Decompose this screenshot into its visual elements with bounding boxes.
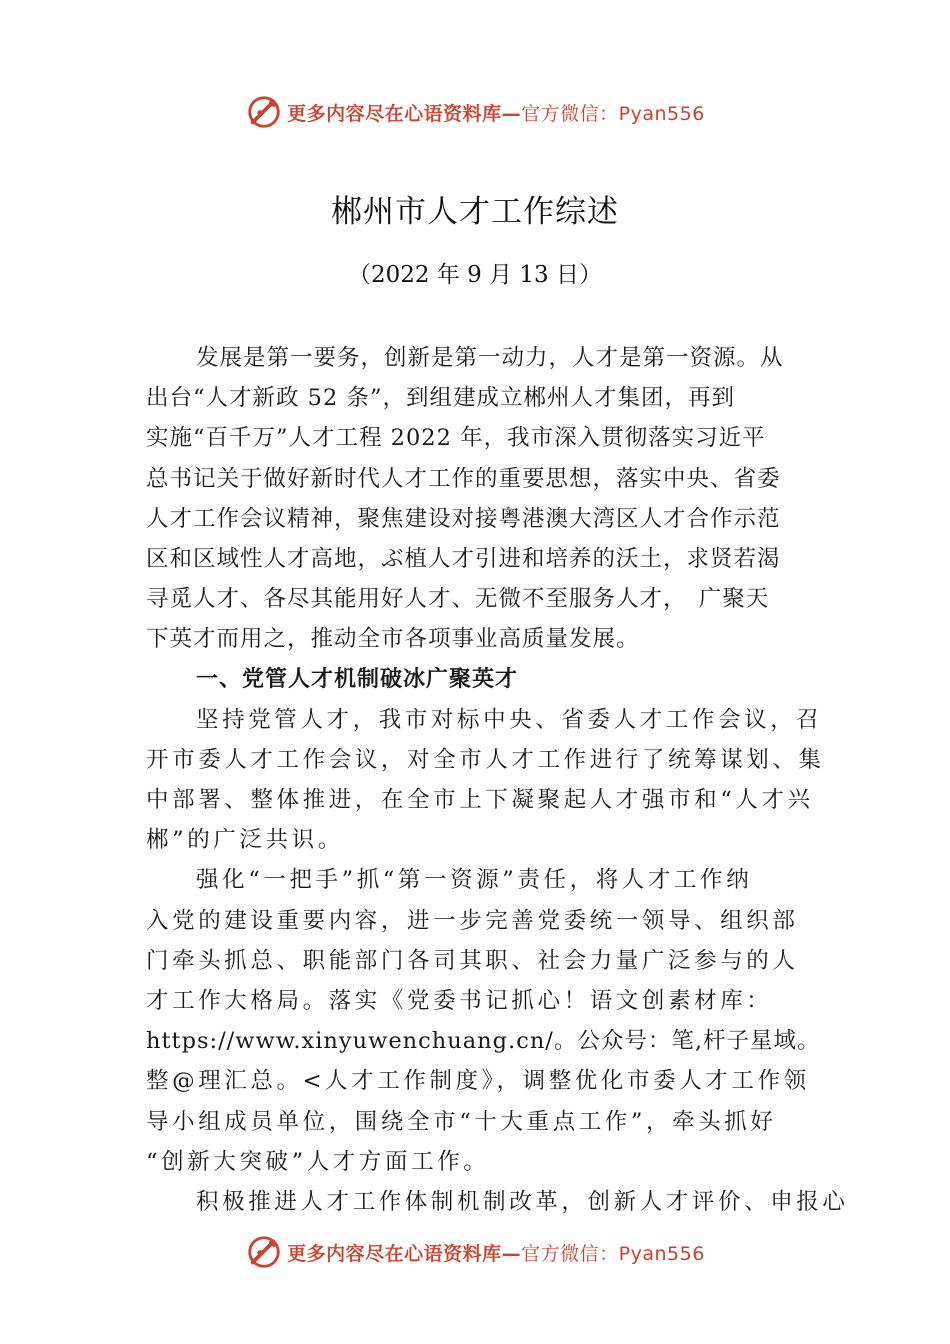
document-title: 郴州市人才工作综述 <box>331 194 619 230</box>
body-line: 郴”的广泛共识。 <box>146 827 344 854</box>
body-line: 整@理汇总。<人才工作制度》，调整优化市委人才工作领 <box>146 1068 810 1095</box>
document-date: （2022 年 9 月 13 日） <box>348 262 602 288</box>
body-line: “创新大突破”人才方面工作。 <box>146 1148 490 1175</box>
footer-brand-text: 更多内容尽在心语资料库—官方微信：Pyan556 <box>287 1242 705 1265</box>
body-line: https://www.xinyuwenchuang.cn/。公众号：笔,杆子星域。 <box>146 1028 821 1055</box>
body-line: 实施“百千万”人才工程 2022 年，我市深入贯彻落实习近平 <box>146 425 766 452</box>
header-brand-text: 更多内容尽在心语资料库—官方微信：Pyan556 <box>287 102 705 125</box>
body-line: 发展是第一要务，创新是第一动力，人才是第一资源。从 <box>196 345 784 371</box>
body-line: 强化“一把手”抓“第一资源”责任，将人才工作纳 <box>196 867 753 894</box>
body-line: 中部署、整体推进，在全市上下凝聚起人才强市和“人才兴 <box>146 787 814 814</box>
body-line: 才工作大格局。落实《党委书记抓心！语文创素材库： <box>146 988 773 1014</box>
body-line: 坚持党管人才，我市对标中央、省委人才工作会议，召 <box>196 706 823 733</box>
body-line: 开市委人才工作会议，对全市人才工作进行了统筹谋划、集 <box>146 746 825 773</box>
body-line: 下英才而用之，推动全市各项事业高质量发展。 <box>146 626 640 653</box>
body-line: 导小组成员单位，围绕全市“十大重点工作”，牵头抓好 <box>146 1108 777 1135</box>
body-line: 积极推进人才工作体制机制改革，创新人才评价、申报心 <box>196 1188 849 1215</box>
pen-seal-icon <box>245 1233 283 1271</box>
pen-seal-icon <box>245 93 283 131</box>
body-line: 出台“人才新政 52 条”，到组建成立郴州人才集团，再到 <box>146 385 735 412</box>
body-line: 总书记关于做好新时代人才工作的重要思想，落实中央、省委 <box>146 465 781 492</box>
section-heading: 一、党管人才机制破冰广聚英才 <box>196 666 519 692</box>
header-banner <box>0 88 950 136</box>
body-line: 门牵头抓总、职能部门各司其职、社会力量广泛参与的人 <box>146 947 799 974</box>
document-body <box>146 338 849 1222</box>
body-line: 寻觅人才、各尽其能用好人才、无微不至服务人才， 广聚天 <box>146 586 770 613</box>
footer-banner <box>0 1228 950 1276</box>
body-line: 入党的建设重要内容，进一步完善党委统一领导、组织部 <box>146 907 799 934</box>
body-line: 区和区域性人才高地，ぶ植人才引进和培养的沃土，求贤若渴 <box>146 545 781 572</box>
body-line: 人才工作会议精神，聚焦建设对接粤港澳大湾区人才合作示范 <box>146 505 781 532</box>
